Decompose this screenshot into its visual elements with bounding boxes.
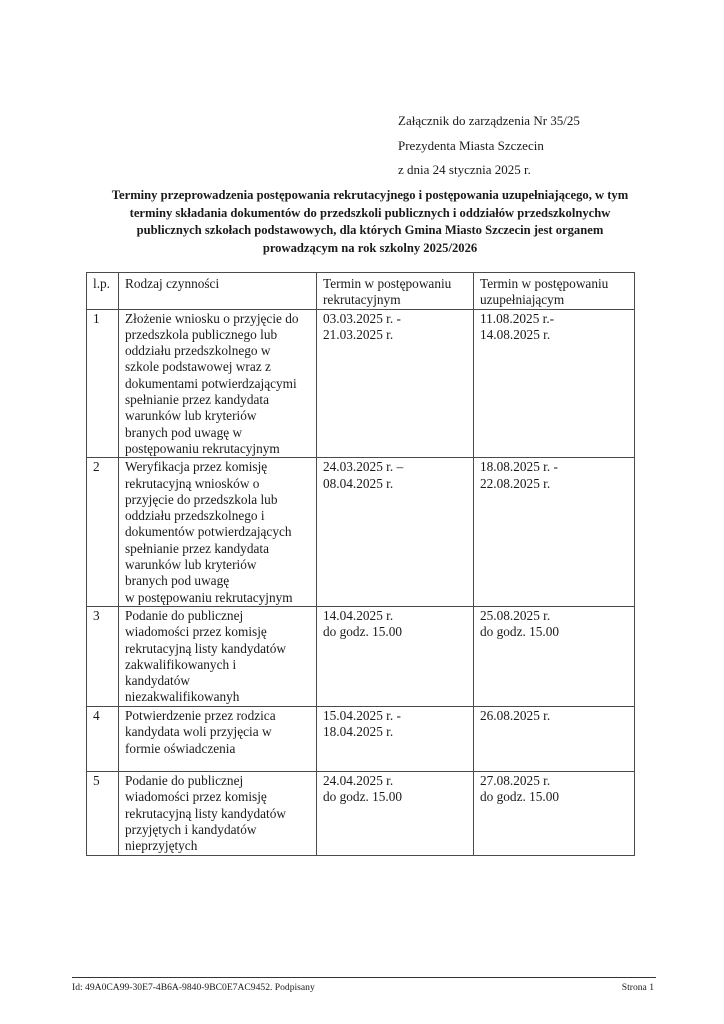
document-id: Id: 49A0CA99-30E7-4B6A-9840-9BC0E7AC9452. Podpisany [72,982,315,993]
cell-line: do godz. 15.00 [323,624,403,640]
cell-supplementary-date [474,706,635,771]
cell-line: formie oświadczenia [125,740,236,756]
cell-recruitment-date [317,309,474,458]
cell-line: Potwierdzenie przez rodzica [125,707,276,723]
cell-line: w postępowaniu rekrutacyjnym [125,589,293,605]
page-number: Strona 1 [621,982,654,993]
cell-recruitment-date [317,771,474,855]
cell-activity [119,309,317,458]
cell-line: kandydata woli przyjęcia w [125,724,272,740]
cell-line: 27.08.2025 r. [480,772,551,788]
cell-line: branych pod uwagę w [125,424,243,440]
cell-line: niezakwalifikowanyh [125,689,240,705]
cell-line: 03.03.2025 r. - [323,310,401,326]
title-line: publicznych szkołach podstawowych, dla których Gmina Miasto Szczecin jest organem [136,223,604,237]
cell-line: 25.08.2025 r. [480,607,551,623]
title-line: prowadzącym na rok szkolny 2025/2026 [262,240,478,255]
cell-line: Złożenie wniosku o przyjęcie do [125,310,299,326]
cell-line: warunków lub kryteriów [125,408,257,424]
attachment-header [398,109,580,183]
cell-line: przyjętych i kandydatów [125,821,257,837]
table-row [87,458,635,607]
title-line: Terminy przeprowadzenia postępowania rekrutacyjnego i postępowania uzupełniającego, w tym [111,188,629,202]
cell-line: zakwalifikowanych i [125,656,237,672]
header-activity: Rodzaj czynności [119,273,317,310]
cell-activity [119,458,317,607]
cell-line: 24.03.2025 r. – [323,459,404,475]
cell-activity [119,706,317,771]
header-recruitment [317,273,474,310]
cell-line: wiadomości przez komisję [125,789,267,805]
cell-line: spełnianie przez kandydata [125,392,269,408]
attachment-line: Prezydenta Miasta Szczecin [398,137,544,153]
cell-line: Podanie do publicznej [125,607,244,623]
cell-line: oddziału przedszkolnego i [125,508,265,524]
table-row [87,309,635,458]
table-row [87,706,635,771]
cell-line: dokumentów potwierdzających [125,524,292,540]
header-line: uzupełniającym [480,292,565,308]
table-header-row [87,273,635,310]
cell-activity [119,606,317,706]
header-line: Termin w postępowaniu [323,276,452,291]
cell-line: szkole podstawowej wraz z [125,359,271,375]
title-line: terminy składania dokumentów do przedszkoli publicznych i oddziałów przedszkolnychw [129,205,611,220]
cell-line: rekrutacyjną listy kandydatów [125,805,286,821]
cell-line: kandydatów [125,673,190,689]
cell-line: Podanie do publicznej [125,772,244,788]
header-lp: l.p. [87,273,119,310]
cell-line: warunków lub kryteriów [125,557,257,573]
cell-line: 14.08.2025 r. [480,326,551,342]
cell-line: 18.04.2025 r. [323,724,394,740]
cell-line: 22.08.2025 r. [480,475,551,491]
header-supplementary [474,273,635,310]
cell-line: 15.04.2025 r. - [323,707,401,723]
cell-line: 24.04.2025 r. [323,772,394,788]
cell-line: spełnianie przez kandydata [125,540,269,556]
table-row [87,771,635,855]
schedule-table [86,272,635,856]
cell-supplementary-date [474,606,635,706]
cell-line: do godz. 15.00 [323,789,403,805]
cell-activity [119,771,317,855]
cell-line: 21.03.2025 r. [323,326,394,342]
cell-line: oddziału przedszkolnego w [125,343,271,359]
header-line: Termin w postępowaniu [480,276,609,291]
footer-divider [72,977,656,978]
cell-recruitment-date [317,458,474,607]
cell-line: 18.08.2025 r. - [480,459,558,475]
cell-line: przyjęcie do przedszkola lub [125,491,278,507]
cell-line: branych pod uwagę [125,573,230,589]
cell-line: postępowaniu rekrutacyjnym [125,440,280,456]
document-title [96,187,644,257]
cell-line: Weryfikacja przez komisję [125,459,268,475]
cell-supplementary-date [474,771,635,855]
attachment-line: Załącznik do zarządzenia Nr 35/25 [398,113,580,128]
cell-recruitment-date [317,606,474,706]
cell-recruitment-date [317,706,474,771]
cell-line: 11.08.2025 r.- [480,310,555,326]
cell-lp: 3 [87,606,119,706]
cell-line: rekrutacyjną listy kandydatów [125,640,286,656]
cell-line: do godz. 15.00 [480,789,560,805]
attachment-line: z dnia 24 stycznia 2025 r. [398,162,531,177]
cell-line: rekrutacyjną wniosków o [125,475,260,491]
cell-supplementary-date [474,309,635,458]
cell-lp: 5 [87,771,119,855]
cell-lp: 4 [87,706,119,771]
cell-line: wiadomości przez komisję [125,624,267,640]
table-row [87,606,635,706]
cell-line: 26.08.2025 r. [480,707,551,723]
cell-lp: 1 [87,309,119,458]
cell-line: przedszkola publicznego lub [125,326,278,342]
header-line: rekrutacyjnym [323,292,401,308]
cell-supplementary-date [474,458,635,607]
cell-line: dokumentami potwierdzającymi [125,375,297,391]
cell-line: do godz. 15.00 [480,624,560,640]
cell-line: nieprzyjętych [125,838,198,854]
cell-line: 14.04.2025 r. [323,607,394,623]
cell-line: 08.04.2025 r. [323,475,394,491]
cell-lp: 2 [87,458,119,607]
